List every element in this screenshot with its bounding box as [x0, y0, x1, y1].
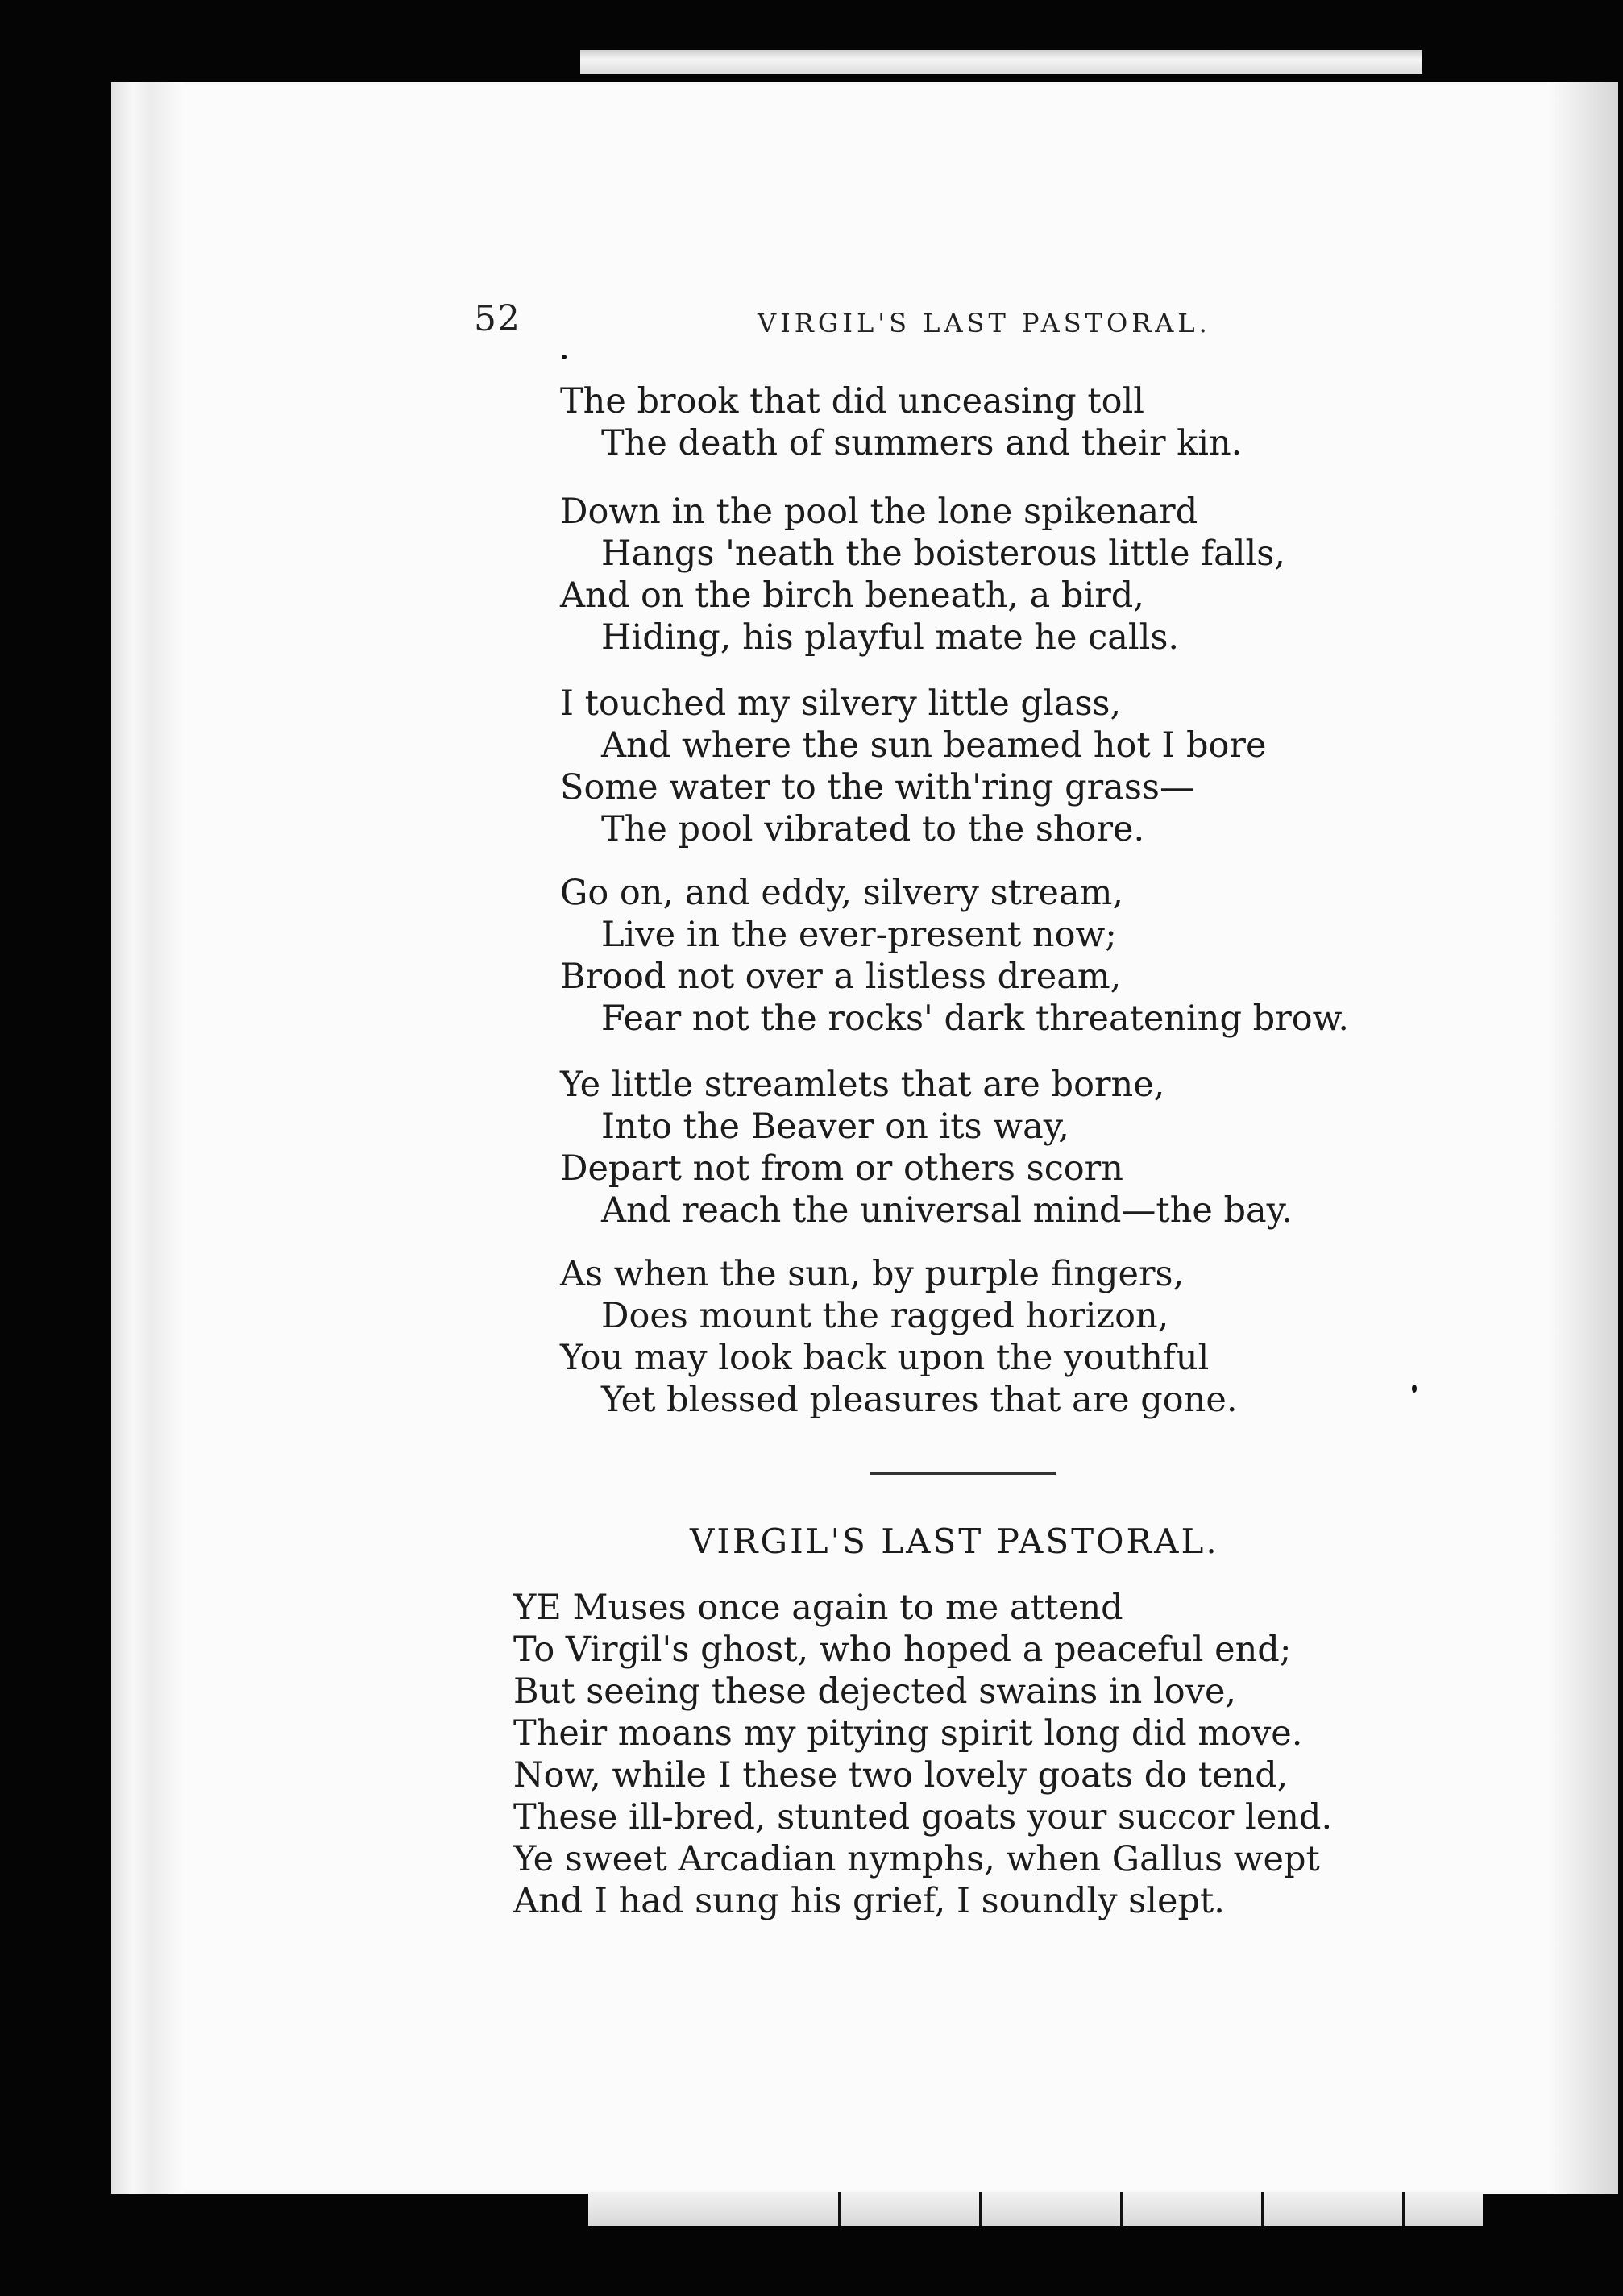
- verse-line: The death of summers and their kin.: [601, 423, 1243, 463]
- verse-line: And where the sun beamed hot I bore: [601, 725, 1267, 766]
- verse-line: Depart not from or others scorn: [560, 1148, 1123, 1189]
- poem-title: VIRGIL'S LAST PASTORAL.: [690, 1522, 1219, 1561]
- verse-line: The brook that did unceasing toll: [560, 381, 1145, 421]
- page-number: 52: [474, 298, 521, 339]
- verse-line: I touched my silvery little glass,: [560, 683, 1122, 724]
- poem-line: Now, while I these two lovely goats do tend,: [513, 1755, 1289, 1796]
- verse-line: Hiding, his playful mate he calls.: [601, 617, 1180, 658]
- verse-line: You may look back upon the youthful: [560, 1338, 1210, 1378]
- verse-line: Yet blessed pleasures that are gone.: [601, 1380, 1238, 1420]
- running-title: VIRGIL'S LAST PASTORAL.: [758, 308, 1211, 338]
- verse-line: Into the Beaver on its way,: [601, 1106, 1069, 1147]
- verse-line: And reach the universal mind—the bay.: [601, 1190, 1293, 1231]
- verse-line: As when the sun, by purple fingers,: [560, 1254, 1185, 1294]
- poem-line: To Virgil's ghost, who hoped a peaceful end;: [513, 1630, 1292, 1670]
- poem-line: Their moans my pitying spirit long did move.: [513, 1713, 1303, 1754]
- verse-line: Some water to the with'ring grass—: [560, 767, 1194, 808]
- verse-line: Does mount the ragged horizon,: [601, 1296, 1169, 1336]
- verse-line: Go on, and eddy, silvery stream,: [560, 873, 1124, 913]
- verse-line: Ye little streamlets that are borne,: [560, 1065, 1165, 1105]
- poem-line: Ye sweet Arcadian nymphs, when Gallus wept: [513, 1839, 1320, 1879]
- verse-line: Hangs 'neath the boisterous little falls,: [601, 534, 1285, 574]
- verse-line: The pool vibrated to the shore.: [601, 809, 1145, 849]
- poem-line: But seeing these dejected swains in love,: [513, 1671, 1237, 1712]
- verse-line: And on the birch beneath, a bird,: [560, 575, 1144, 616]
- verse-line: Brood not over a listless dream,: [560, 957, 1122, 997]
- poem-line: YE Muses once again to me attend: [513, 1588, 1123, 1628]
- verse-line: Live in the ever-present now;: [601, 915, 1117, 955]
- poem-line: And I had sung his grief, I soundly slept.: [513, 1881, 1225, 1921]
- poem-line: These ill-bred, stunted goats your succor lend.: [513, 1797, 1333, 1837]
- verse-line: Fear not the rocks' dark threatening brow.: [601, 999, 1350, 1039]
- verse-line: Down in the pool the lone spikenard: [560, 492, 1198, 532]
